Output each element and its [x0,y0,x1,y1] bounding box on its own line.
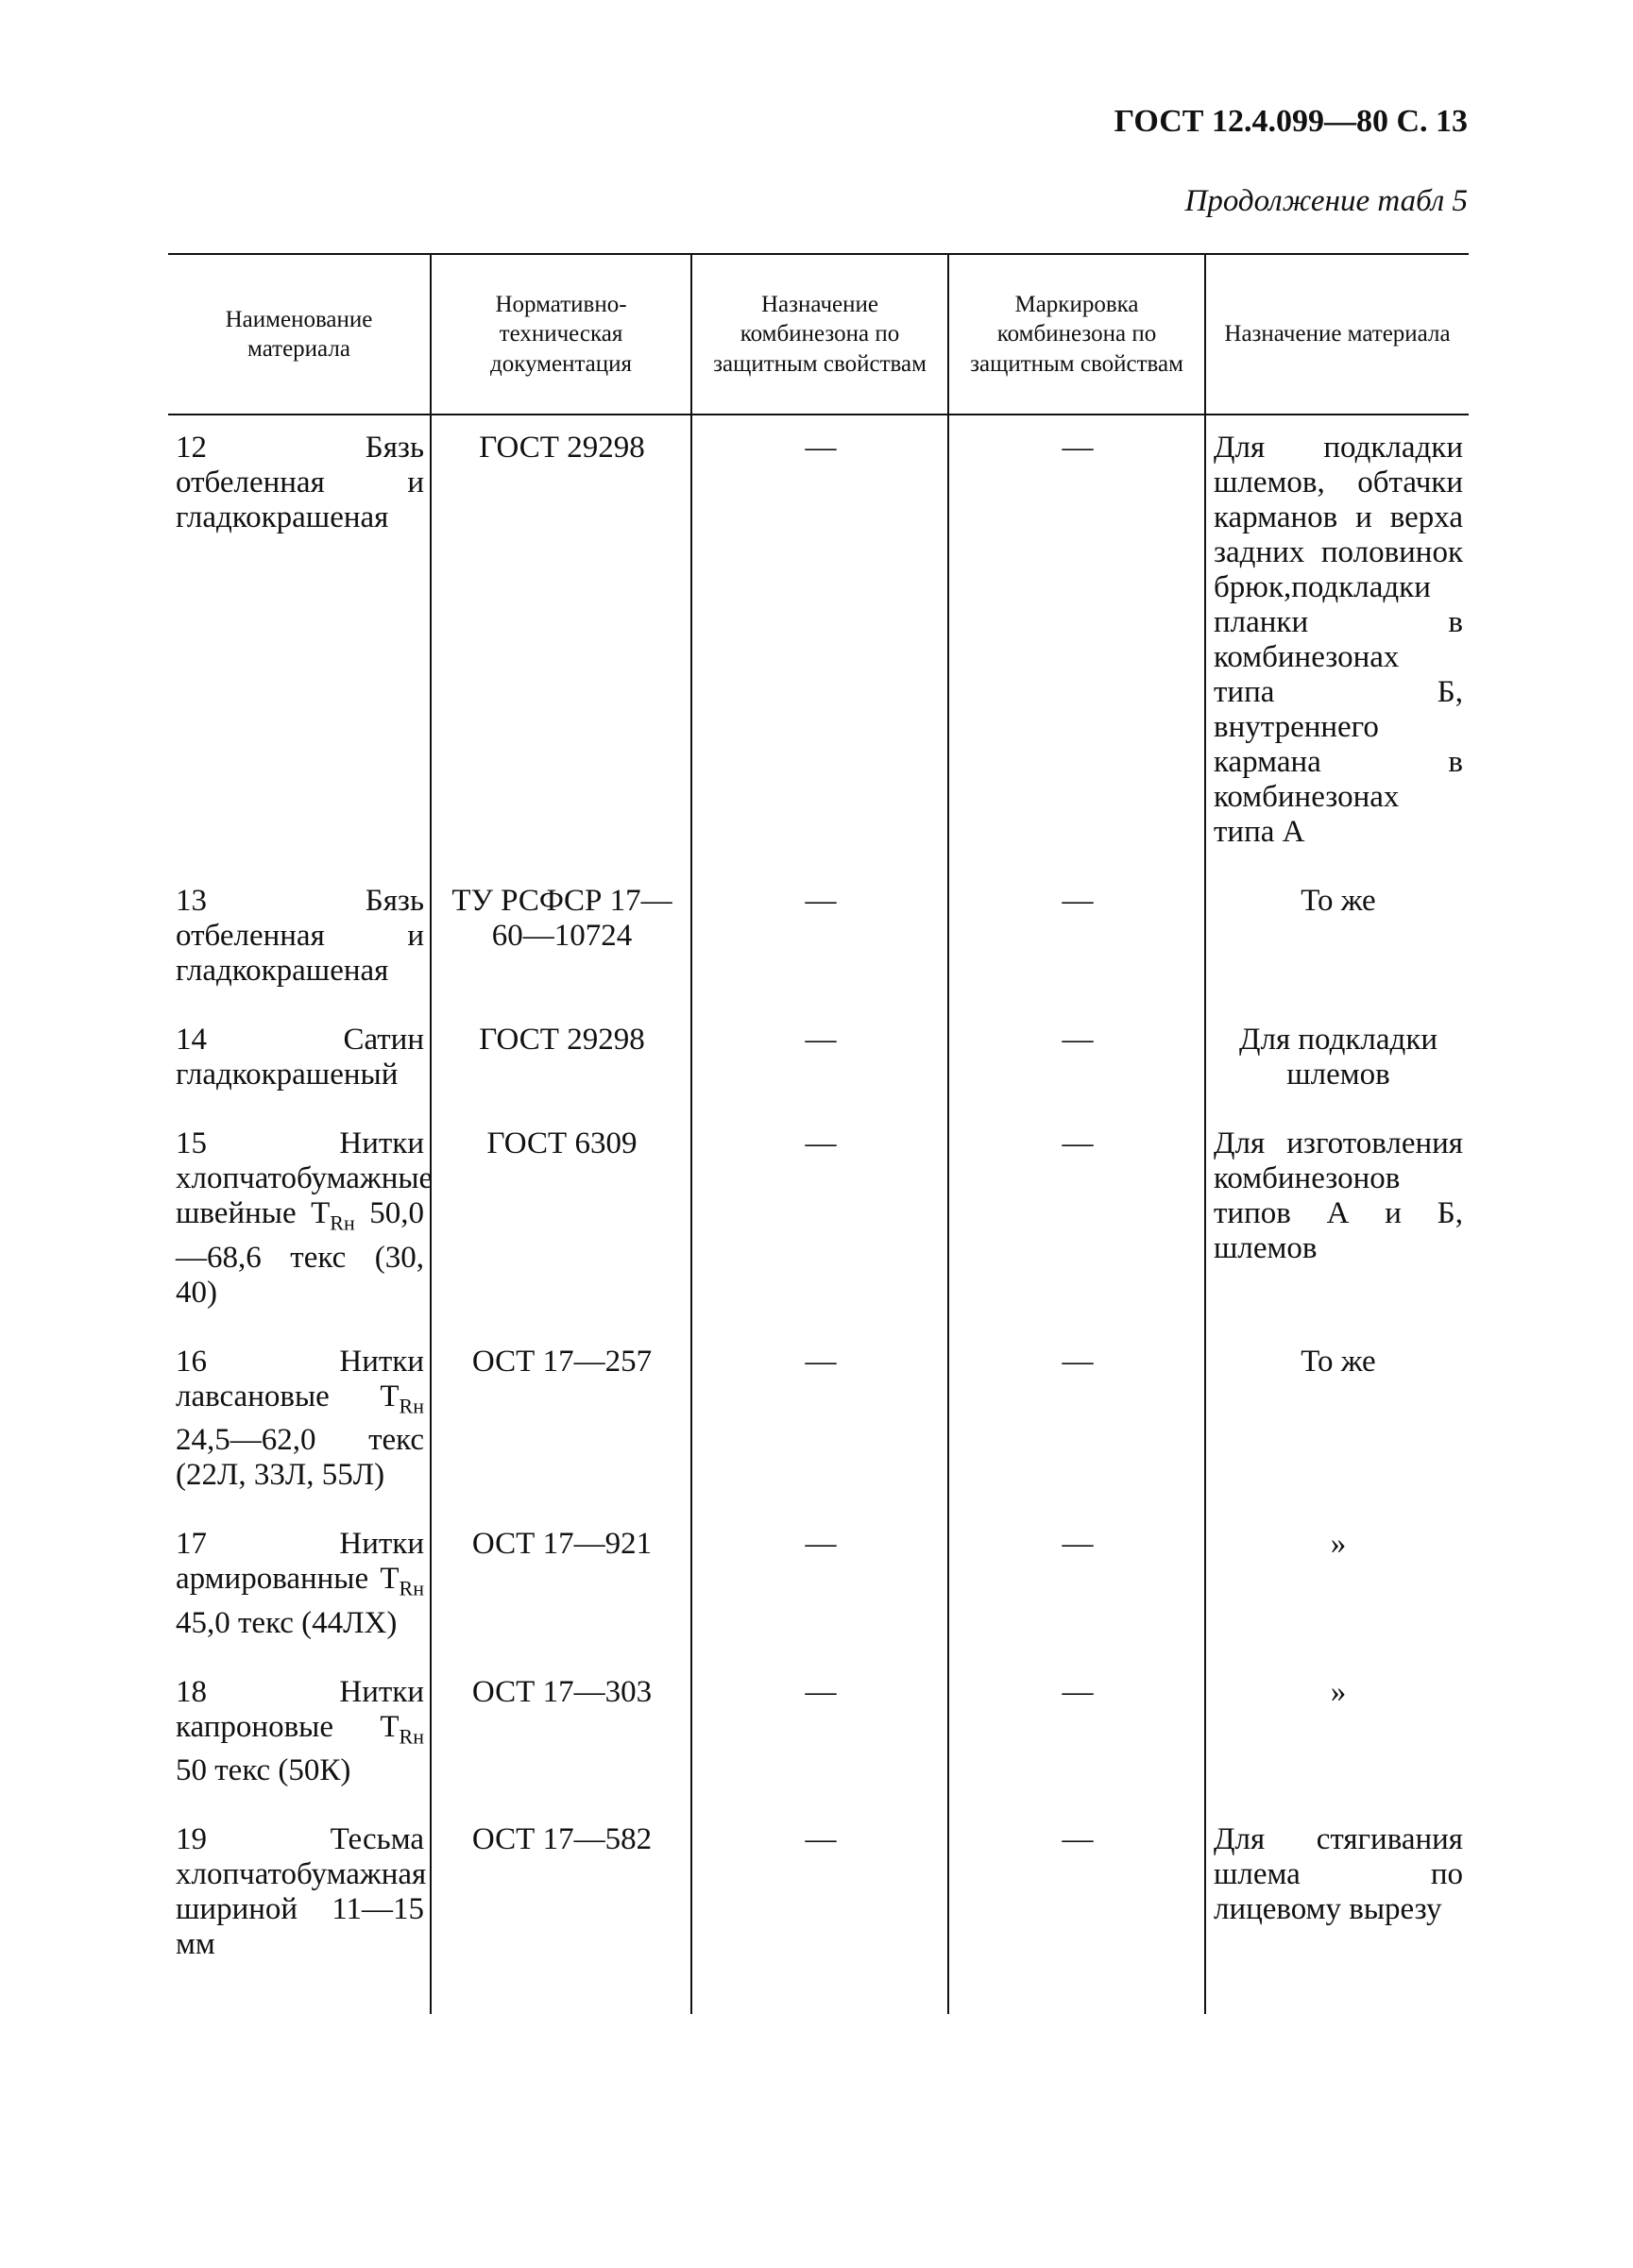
cell-protective-purpose: — [691,1512,948,1660]
cell-normative-doc: ОСТ 17—921 [431,1512,691,1660]
cell-material-purpose: Для подкладки шлемов [1205,1007,1469,1111]
cell-normative-doc: ОСТ 17—303 [431,1660,691,1808]
cell-normative-doc: ОСТ 17—582 [431,1807,691,2014]
cell-material-name [168,1329,431,1513]
column-header-protective-marking: Маркировка комбинезона по защитным свойствам [948,254,1205,415]
name-text: 18 Нитки капроновые Т [176,1674,424,1744]
cell-protective-marking: — [948,1007,1205,1111]
cell-protective-purpose: — [691,1329,948,1513]
column-header-normative-doc: Нормативно-техническая документация [431,254,691,415]
table-row [168,1807,1469,2014]
materials-table [168,253,1469,2014]
name-subscript: Rн [399,1576,424,1600]
cell-material-name: 14 Сатин гладкокрашеный [168,1007,431,1111]
cell-material-purpose: » [1205,1660,1469,1808]
cell-normative-doc: ОСТ 17—257 [431,1329,691,1513]
name-subscript: Rн [399,1394,424,1418]
cell-protective-purpose: — [691,415,948,869]
table-row [168,1660,1469,1808]
cell-material-name: 13 Бязь отбеленная и гладкокрашеная [168,869,431,1007]
page-header-doc-ref: ГОСТ 12.4.099—80 С. 13 [1114,104,1468,139]
column-header-material-purpose: Назначение материала [1205,254,1469,415]
cell-protective-purpose: — [691,1007,948,1111]
name-text: 16 Нитки лавсановые Т [176,1344,424,1413]
cell-protective-purpose: — [691,869,948,1007]
cell-protective-marking: — [948,1660,1205,1808]
table-row [168,415,1469,869]
cell-material-purpose: Для изготовления комбинезонов типов А и Б, шлемов [1205,1111,1469,1329]
name-subscript: Rн [399,1724,424,1749]
cell-protective-marking: — [948,415,1205,869]
table-row [168,1111,1469,1329]
name-text-suffix: 45,0 текс (44ЛХ) [176,1605,398,1640]
cell-protective-purpose: — [691,1807,948,2014]
cell-material-purpose: » [1205,1512,1469,1660]
table-caption: Продолжение табл 5 [1184,184,1468,218]
table-row [168,1512,1469,1660]
cell-protective-marking: — [948,1807,1205,2014]
cell-material-purpose: Для стягивания шлема по лицевому вырезу [1205,1807,1469,2014]
cell-normative-doc: ГОСТ 29298 [431,1007,691,1111]
column-header-protective-purpose: Назначение комбинезона по защитным свойствам [691,254,948,415]
name-text-suffix: 50 текс (50К) [176,1753,351,1788]
name-text-suffix: 50,0—68,6 текс (30, 40) [176,1196,425,1310]
cell-protective-marking: — [948,869,1205,1007]
cell-normative-doc: ТУ РСФСР 17—60—10724 [431,869,691,1007]
name-text: 17 Нитки армированные Т [176,1527,424,1597]
cell-material-purpose: То же [1205,1329,1469,1513]
name-text: 15 Нитки хлопчатобумажные швейные Т [176,1126,434,1230]
cell-protective-marking: — [948,1329,1205,1513]
cell-material-purpose: То же [1205,869,1469,1007]
cell-protective-purpose: — [691,1660,948,1808]
cell-material-name: 12 Бязь отбеленная и гладкокрашеная [168,415,431,869]
table-row [168,869,1469,1007]
table-row [168,1329,1469,1513]
cell-normative-doc: ГОСТ 29298 [431,415,691,869]
table-row [168,1007,1469,1111]
cell-material-name [168,1512,431,1660]
name-subscript: Rн [330,1210,355,1235]
table-header-row [168,254,1469,415]
name-text-suffix: 24,5—62,0 текс (22Л, 33Л, 55Л) [176,1423,424,1493]
column-header-material-name: Наименование материала [168,254,431,415]
cell-normative-doc: ГОСТ 6309 [431,1111,691,1329]
cell-protective-marking: — [948,1512,1205,1660]
cell-material-name: 19 Тесьма хлопчатобумажная шириной 11—15 мм [168,1807,431,2014]
cell-protective-purpose: — [691,1111,948,1329]
cell-material-name [168,1111,434,1329]
cell-material-purpose: Для подкладки шлемов, обтачки карманов и верха задних половинок брюк,подкладки планки в комбинезонах типа Б, внутреннего кармана в комбинезонах типа А [1205,415,1469,869]
cell-protective-marking: — [948,1111,1205,1329]
cell-material-name [168,1660,431,1808]
